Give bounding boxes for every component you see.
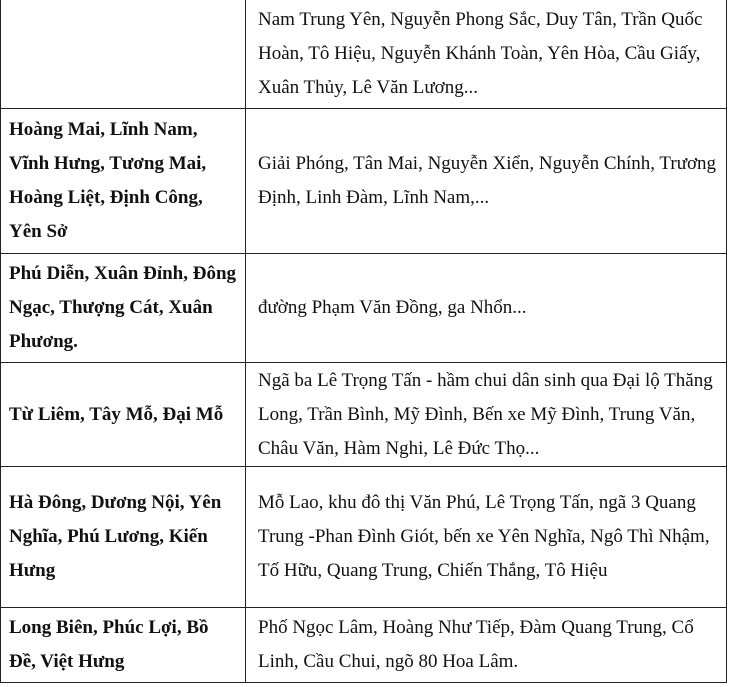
table-row (1, 363, 727, 467)
streets-cell: Mỗ Lao, khu đô thị Văn Phú, Lê Trọng Tấn, ngã 3 Quang Trung -Phan Đình Giót, bến xe Yên Nghĩa, Ngô Thì Nhậm, Tố Hữu, Quang Trung, Chiến Thắng, Tô Hiệu (246, 467, 727, 608)
area-cell: Từ Liêm, Tây Mỗ, Đại Mỗ (1, 363, 246, 467)
streets-cell: đường Phạm Văn Đồng, ga Nhổn... (246, 254, 727, 363)
area-cell: Hà Đông, Dương Nội, Yên Nghĩa, Phú Lương, Kiến Hưng (1, 467, 246, 608)
table-row (1, 254, 727, 363)
area-cell: Long Biên, Phúc Lợi, Bồ Đề, Việt Hưng (1, 608, 246, 683)
streets-cell: Phố Ngọc Lâm, Hoàng Như Tiếp, Đàm Quang Trung, Cổ Linh, Cầu Chui, ngõ 80 Hoa Lâm. (246, 608, 727, 683)
streets-cell: Nam Trung Yên, Nguyễn Phong Sắc, Duy Tân, Trần Quốc Hoàn, Tô Hiệu, Nguyễn Khánh Toàn, Yên Hòa, Cầu Giấy, Xuân Thủy, Lê Văn Lương... (246, 0, 727, 109)
table-row (1, 0, 727, 109)
area-cell: Phú Diễn, Xuân Đỉnh, Đông Ngạc, Thượng Cát, Xuân Phương. (1, 254, 246, 363)
streets-cell: Ngã ba Lê Trọng Tấn - hầm chui dân sinh qua Đại lộ Thăng Long, Trần Bình, Mỹ Đình, Bến xe Mỹ Đình, Trung Văn, Châu Văn, Hàm Nghi, Lê Đức Thọ... (246, 363, 727, 467)
table-row (1, 467, 727, 608)
area-cell: Hoàng Mai, Lĩnh Nam, Vĩnh Hưng, Tương Mai, Hoàng Liệt, Định Công, Yên Sở (1, 109, 246, 254)
streets-cell: Giải Phóng, Tân Mai, Nguyễn Xiển, Nguyễn Chính, Trương Định, Linh Đàm, Lĩnh Nam,... (246, 109, 727, 254)
table-row (1, 608, 727, 683)
table-row (1, 109, 727, 254)
area-cell (1, 0, 246, 109)
